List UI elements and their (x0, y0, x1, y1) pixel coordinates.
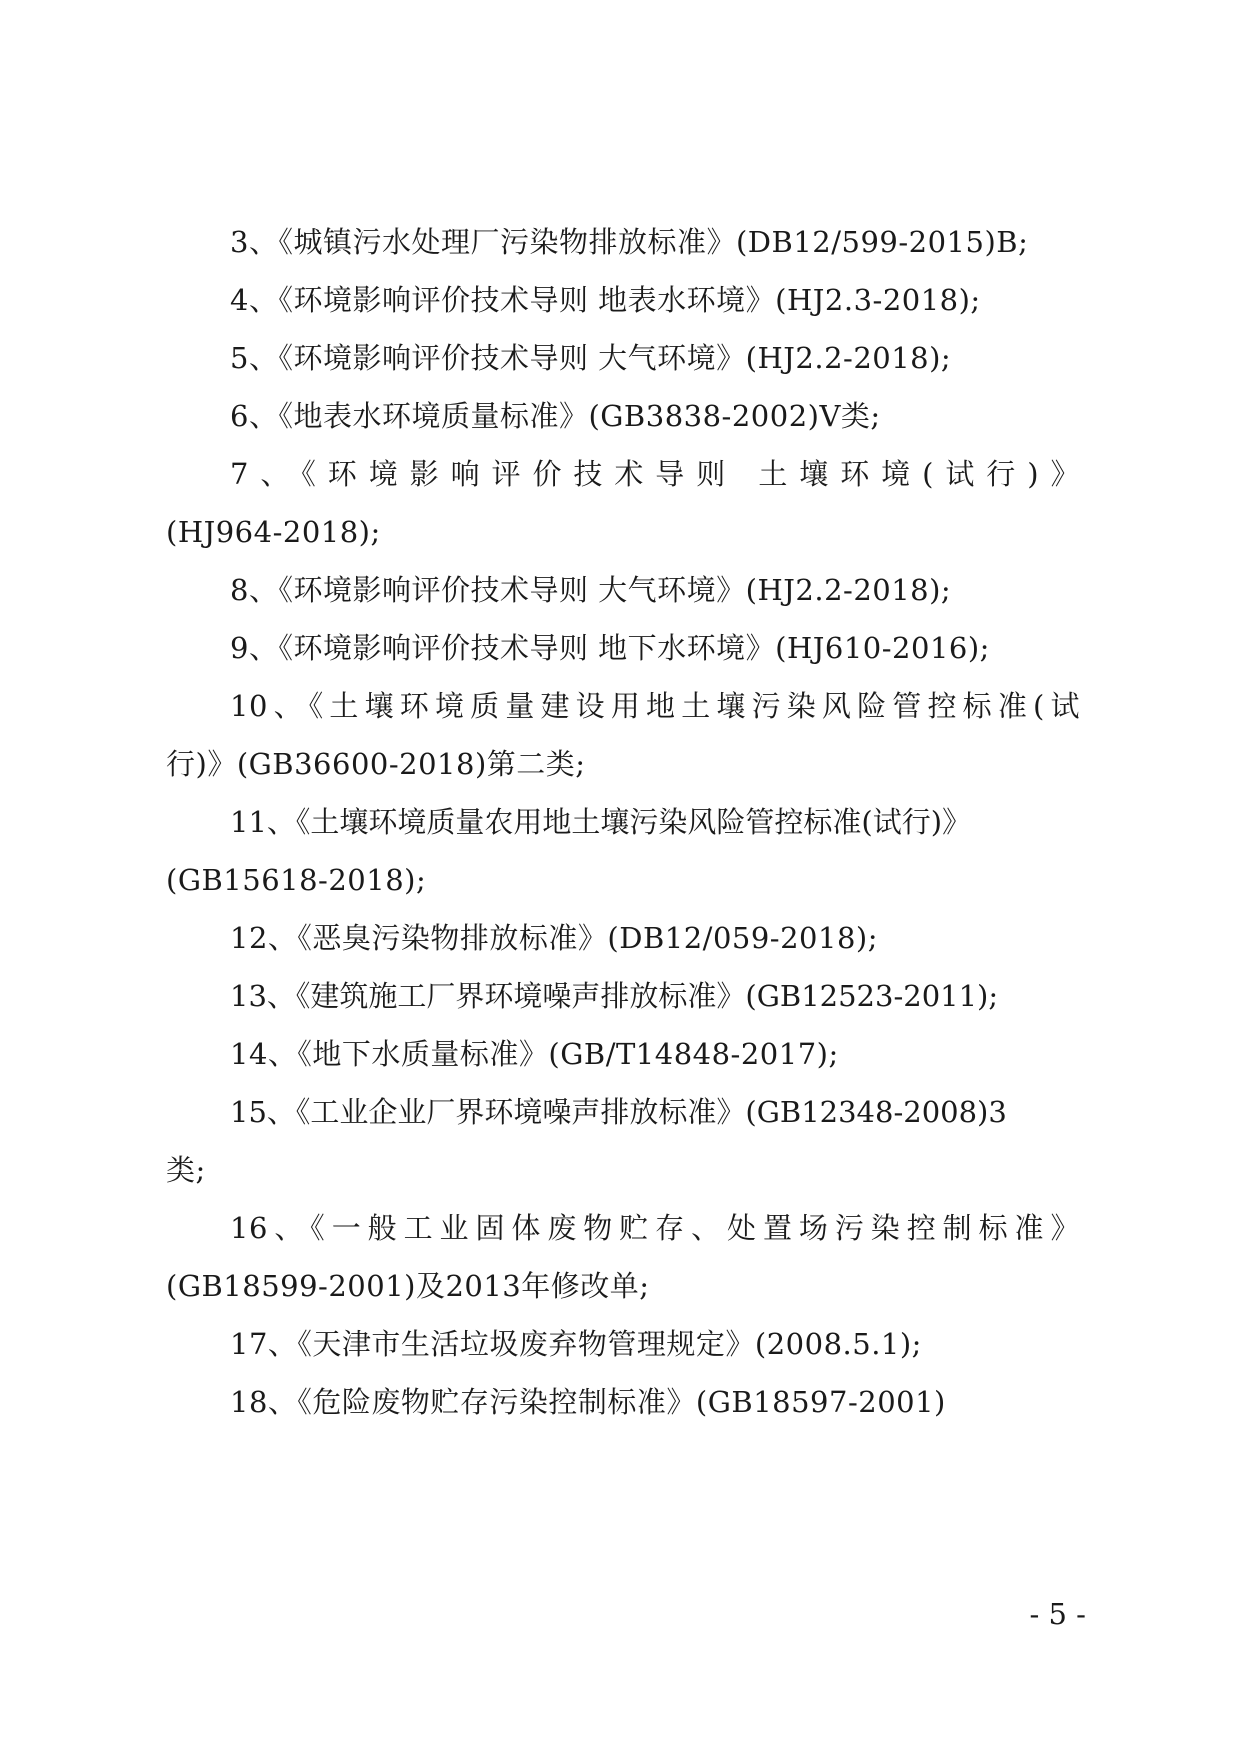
list-item-6: 6、《地表水环境质量标准》(GB3838-2002)V类; (230, 399, 881, 433)
list-item-16-continued: (GB18599-2001)及2013年修改单; (166, 1269, 650, 1303)
list-item-15: 15、《工业企业厂界环境噪声排放标准》(GB12348-2008)3 (230, 1095, 1007, 1129)
list-item-10-continued: 行)》(GB36600-2018)第二类; (166, 747, 586, 781)
list-item-13: 13、《建筑施工厂界环境噪声排放标准》(GB12523-2011); (230, 979, 999, 1013)
list-item-9: 9、《环境影响评价技术导则 地下水环境》(HJ610-2016); (230, 631, 990, 665)
list-item-7-continued: (HJ964-2018); (166, 515, 381, 549)
list-item-8: 8、《环境影响评价技术导则 大气环境》(HJ2.2-2018); (230, 573, 952, 607)
list-item-11: 11、《土壤环境质量农用地土壤污染风险管控标准(试行)》 (230, 805, 972, 839)
list-item-10: 10、《土壤环境质量建设用地土壤污染风险管控标准(试 (230, 689, 1080, 723)
list-item-17: 17、《天津市生活垃圾废弃物管理规定》(2008.5.1); (230, 1327, 922, 1361)
list-item-5: 5、《环境影响评价技术导则 大气环境》(HJ2.2-2018); (230, 341, 952, 375)
list-item-4: 4、《环境影响评价技术导则 地表水环境》(HJ2.3-2018); (230, 283, 981, 317)
list-item-11-continued: (GB15618-2018); (166, 863, 427, 897)
list-item-15-continued: 类; (166, 1153, 206, 1187)
list-item-7: 7、《环境影响评价技术导则 土壤环境(试行)》 (230, 457, 1080, 491)
list-item-18: 18、《危险废物贮存污染控制标准》(GB18597-2001) (230, 1385, 946, 1419)
list-item-14: 14、《地下水质量标准》(GB/T14848-2017); (230, 1037, 839, 1071)
page-number: - 5 - (1029, 1597, 1086, 1631)
list-item-16: 16、《一般工业固体废物贮存、处置场污染控制标准》 (230, 1211, 1080, 1245)
list-item-3: 3、《城镇污水处理厂污染物排放标准》(DB12/599-2015)B; (230, 225, 1029, 259)
list-item-12: 12、《恶臭污染物排放标准》(DB12/059-2018); (230, 921, 878, 955)
